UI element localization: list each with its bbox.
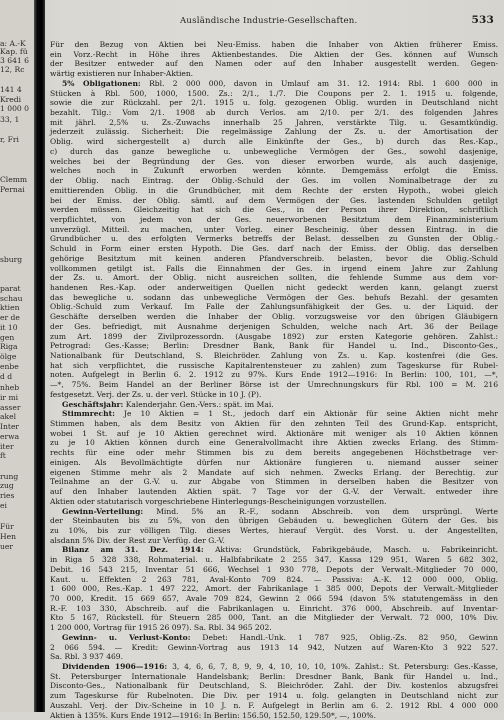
- text-line: Oblig.-Schuld zum Verkauf. Im Falle der Zahlungsunfähigkeit der Ges. u. der Liquid. der: [50, 302, 498, 312]
- margin-fragment: uer: [0, 542, 14, 551]
- text-line: Kto 5 167, Rückstell. für Steuern 285 000, Tant. an die Mitglieder der Verwalt. 72 000, 10% Div.: [50, 613, 498, 623]
- text-line: Dividenden 1906—1916: 3, 4, 6, 6, 7, 8, 9, 9, 4, 10, 10, 10, 10%. Zahlst.: St. Petersburg: Ges.-Kasse,: [62, 662, 499, 671]
- margin-fragment: 12, Rc: [0, 65, 25, 74]
- text-line: vollkommen getilgt ist. Falls die Einnahmen der Ges. in irgend einem Jahre zur Zahlung: [50, 263, 498, 273]
- margin-fragment: ei: [0, 501, 7, 510]
- adjacent-page-margin: [0, 0, 38, 712]
- text-line: Sa. Rbl. 3 937 469.: [50, 652, 123, 662]
- margin-fragment: 141 4: [0, 85, 22, 94]
- text-line: Stücken à Rbl. 500, 1000, 1500. Zs.: 2/1., 1./7. Die Coupons per 2. 1. 1915 u. folgende,: [50, 88, 498, 98]
- text-line: der Zs. u. Amort. der Oblig. nicht ausreichen sollten, die fehlende Summe aus dem vor-: [50, 273, 498, 283]
- margin-fragment: Hen: [0, 532, 17, 541]
- text-line: zum Art. 1899 der Zivilprozessordn. (Ausgabe 1892) zur ersten Kategorie gehören. Zahlst.:: [50, 331, 498, 341]
- margin-fragment: zug: [0, 481, 14, 490]
- text-line: unverzügl. Mitteil. zu machen, unter Vorleg. einer Bescheinig. über dessen Eintrag. in die: [50, 224, 498, 234]
- text-line: 1 600 000, Res.-Kap. 1 497 222, Amort. der Fabrikanlage 1 385 000, Depots der Verwalt.-Mitglieder: [50, 584, 498, 594]
- margin-fragment: Für: [0, 522, 14, 531]
- book-spine-shadow: [34, 0, 45, 712]
- margin-fragment: Riga: [0, 342, 18, 351]
- text-line: c) durch das ganze bewegliche u. unbewegliche Vermögen der Ges., sowohl dasjenige,: [50, 146, 498, 156]
- text-line: 70 000, Kredit. 15 669 657, Avale 709 824, Gewinn 2 066 594 (davon 5% statutengemäss in den: [50, 593, 498, 603]
- margin-fragment: a: A.-K: [0, 39, 26, 48]
- text-line: Stimmrecht: Je 10 Aktien = 1 St., jedoch darf ein Aktionär für seine Aktien nicht mehr: [62, 409, 498, 419]
- text-line: Petrograd: Ges.-Kasse; Berlin: Dresdner Bank, Bank für Handel u. Ind., Disconto-Ges.,: [50, 341, 498, 351]
- page-number: 533: [471, 14, 494, 26]
- text-line: jederzeit zulässig. Sicherheit: Die regelmässige Zahlung der Zs. u. der Amortisation der: [50, 127, 498, 137]
- text-line: mit jährl. 2,5% u. Zs.-Zuwachs innerhalb 25 Jahren, verstärkte Tilg. u. Gesamtkündig.: [50, 117, 498, 127]
- margin-fragment: schau: [0, 294, 23, 303]
- text-line: Geschäfte derselben werden die Inhaber der Oblig. vorzugsweise vor den übrigen Gläubigern: [50, 312, 498, 322]
- text-line: der Oblig. nach Eintrag. der Oblig.-Schuld der Ges. im vollen Nominalbetrage der zu: [50, 176, 498, 186]
- text-line: das bewegliche u. sodann das unbewegliche Vermögen der Ges. behufs Bezahl. der gesamten: [50, 292, 498, 302]
- text-line: wärtig existieren nur Inhaber-Aktien.: [50, 69, 194, 79]
- text-line: bei der Emiss. der Oblig. sämtl. auf dem Vermögen der Ges. lastenden Schulden getilgt: [50, 195, 498, 205]
- text-line: Gewinn-Verteilung: Mind. 5% an R.-F., sodann Abschreib. von dem ursprüngl. Werte: [62, 506, 498, 516]
- text-line: Gewinn- u. Verlust-Konto: Debet: Handl.-Unk. 1 787 925, Oblig.-Zs. 82 950, Gewinn: [62, 632, 498, 642]
- text-line: St. Petersburger Internationale Handelsbank; Berlin: Dresdner Bank, Bank für Handel u. Ind.,: [50, 671, 498, 681]
- margin-fragment: ölge: [0, 352, 17, 361]
- margin-fragment: r, Fri: [0, 135, 19, 144]
- text-line: gehörige Besitztum mit keinen anderen Pfandverschreib. belasten, bevor die Oblig.-Schuld: [50, 253, 498, 263]
- text-line: Stimmen haben, als dem Besitz von Aktien für den zehnten Teil des Grund-Kap. entspricht,: [50, 419, 498, 429]
- text-line: 1 200 000, Vortrag für 1915 26 097). Sa. Rbl. 34 965 202.: [50, 623, 272, 633]
- text-line: welches noch in Zukunft erworben werden könnte. Demgemäss erfolgt die Emiss.: [50, 166, 498, 176]
- text-line: in Riga 5 328 338, Rohmaterial. u. Halbfabrikate 2 255 347, Kassa 129 951, Waren 5 682 302,: [50, 555, 498, 565]
- section-heading: 5% Obligationen:: [62, 78, 141, 88]
- text-line: der Ges. befriedigt, mit Ausnahme derjenigen Schulden, welche nach Art. 36 der Beilage: [50, 321, 498, 331]
- text-line: handenen Res.-Kap. oder anderweitigen Quellen nicht gedeckt werden kann, gelangt zuerst: [50, 282, 498, 292]
- text-line: hat sich verpflichtet, die russische Kapitalrentensteuer zu zahlen) zum Tageskurse für Rubel-: [50, 360, 498, 370]
- text-line: welches bei der Begründung der Ges. von dieser erworben wurde, als auch dasjenige,: [50, 156, 498, 166]
- margin-fragment: Kap. fü: [0, 47, 28, 56]
- text-line: zum Tageskurse für Rubelnoten. Die Div. per 1914 u. folg. gelangten in Deutschland nicht zur: [50, 691, 498, 701]
- text-line: —*, 75%. Beim Handel an der Berliner Börse ist der Umrechnungskurs für Rbl. 100 = M. 216: [50, 380, 498, 390]
- margin-fragment: 3 641 6: [0, 56, 29, 65]
- text-line: der Steinbauten bis zu 5%, von den übrigen Gebäuden u. beweglichen Gütern der Ges. bis: [50, 516, 498, 526]
- section-heading: Gewinn-Verteilung:: [62, 506, 144, 516]
- page-main-column: [50, 0, 499, 720]
- text-line: 5% Obligationen: Rbl. 2 000 000, davon in Umlauf am 31. 12. 1914: Rbl. 1 600 000 in: [62, 78, 499, 88]
- text-line: Aktien à 135%. Kurs Ende 1912—1916: In Berlin: 156.50, 152.50, 129.50*, —, 100%.: [50, 710, 376, 720]
- text-line: verpflichtet, von jedem von der Ges. neuerworbenen Besitztum dem Finanzministerium: [50, 214, 498, 224]
- margin-fragment: ktien: [0, 303, 20, 312]
- margin-fragment: rung: [0, 472, 19, 481]
- text-line: Grundbücher u. des erfolgten Vermerks betreffs der Belast. desselben zu Gunsten der Oblig.-: [50, 234, 498, 244]
- text-line: zu 10%, bis zur völligen Tilg. dieses Wertes, hierauf Vergüt. des Vorst. u. der Angestellten,: [50, 525, 498, 535]
- margin-fragment: erwa: [0, 432, 20, 441]
- margin-fragment: ir mi: [0, 393, 19, 402]
- section-heading: Gewinn- u. Verlust-Konto:: [62, 632, 191, 642]
- margin-fragment: d d: [0, 372, 13, 381]
- text-line: Disconto-Ges., Nationalbank für Deutschland, S. Bleichröder. Zahl. der Div. kostenlos abzugsfrei: [50, 681, 498, 691]
- text-line: Auszahl. Verj. der Div.-Scheine in 10 J. n. F. Aufgelegt in Berlin am 6. 2. 1912 Rbl. 4 000 000: [50, 700, 498, 710]
- margin-fragment: gen: [0, 333, 15, 342]
- text-line: sowie die zur Rückzahl. per 2/1. 1915 u. folg. gezogenen Oblig. wurden in Deutschland nicht: [50, 98, 498, 108]
- margin-fragment: it 10: [0, 323, 18, 332]
- text-line: Schuld in Form einer ersten Hypoth. Die Ges. darf nach der Emiss. der Oblig. das derselben: [50, 244, 498, 254]
- section-heading: Stimmrecht:: [62, 409, 115, 419]
- margin-fragment: iter: [0, 442, 14, 451]
- section-heading: Bilanz am 31. Dez. 1914:: [62, 545, 204, 555]
- text-line: 2 066 594. — Kredit: Gewinn-Vortrag aus 1913 14 942, Nutzen auf Waren-Kto 3 922 527.: [50, 642, 498, 652]
- margin-fragment: akel: [0, 412, 17, 421]
- text-line: Bilanz am 31. Dez. 1914: Aktiva: Grundstück, Fabrikgebäude, Masch. u. Fabrikeinricht.: [62, 545, 499, 555]
- text-line: festgesetzt. Verj. der Zs. u. der verl. Stücke in 10 J. (P).: [50, 389, 262, 399]
- margin-fragment: 1 000 0: [0, 104, 29, 113]
- text-line: der Besitzer entweder auf den Namen oder auf den Inhaber ausgestellt werden. Gegen-: [50, 59, 498, 69]
- margin-fragment: sburg: [0, 255, 23, 264]
- text-line: alsdann 5% Div. der Rest zur Verfüg. der G.-V.: [50, 535, 225, 545]
- margin-fragment: Inter: [0, 422, 20, 431]
- text-line: Nationalbank für Deutschland, S. Bleichröder. Zahlung von Zs. u. Kap. kostenfrei (die Ges.: [50, 351, 498, 360]
- margin-fragment: parat: [0, 284, 21, 293]
- text-line: wobei 1 St. auf je 10 Aktien gerechnet wird. Aktionäre mit weniger als 10 Aktien können: [50, 428, 498, 438]
- text-line: R.-F. 103 330, Abschreib. auf die Fabrikanlagen u. Einricht. 376 000, Abschreib. auf Inventar-: [50, 603, 498, 613]
- text-line: Kaut. u. Effekten 2 263 781, Aval-Konto 709 824. — Passiva: A.-K. 12 000 000, Oblig.: [50, 574, 498, 584]
- text-line: bezahlt. Tilg.: Vom 2/1. 1908 ab durch Verlos. am 2/10. per 2/1. des folgenden Jahres: [50, 108, 498, 118]
- text-line: Teilnahme an der G.-V. u. zur Abgabe von Stimmen in derselben haben die Besitzer von: [50, 477, 498, 487]
- text-line: Aktien oder statutarisch vorgeschriebene Hinterlegungs-Bescheinigungen vorzustellen.: [50, 496, 387, 506]
- margin-fragment: Clemm: [0, 175, 28, 184]
- margin-fragment: Kredi: [0, 95, 22, 104]
- body-text: [50, 40, 498, 720]
- margin-fragment: ft: [0, 451, 6, 460]
- margin-fragment: 33, 1: [0, 115, 20, 124]
- text-line: Geschäftsjahr: Kalenderjahr. Gen.-Vers.: spät. im Mai.: [62, 399, 274, 409]
- text-line: Oblig. wird sichergestellt a) durch alle Einkünfte der Ges., b) durch das Res.-Kap.,: [50, 137, 498, 147]
- section-heading: Dividenden 1906—1916:: [62, 662, 168, 671]
- margin-fragment: enbe: [0, 362, 19, 371]
- text-line: einigen. Als Bevollmächtigte dürfen nur Aktionäre fungieren u. niemand ausser seiner: [50, 457, 498, 467]
- text-line: emittierenden Oblig. in die Grundbücher, mit dem Rechte der ersten Hypoth., wobei gleich: [50, 185, 498, 195]
- running-head: [50, 14, 498, 28]
- margin-fragment: er de: [0, 313, 20, 322]
- text-line: rechts für eine oder mehr Stimmen bis zu dem bereits angegebenen Höchstbetrage ver-: [50, 448, 498, 458]
- text-line: noten. Aufgelegt in Berlin 6. 2. 1912 zu 97%. Kurs Ende 1912—1916: In Berlin: 100, 101, —*,: [50, 370, 498, 380]
- text-line: Debit. 16 543 215, Inventar 51 666, Wechsel 1 930 778, Depots der Verwalt.-Mitglieder 70 000,: [50, 564, 498, 574]
- running-title: Ausländische Industrie-Gesellschaften.: [180, 16, 358, 26]
- margin-fragment: ries: [0, 491, 15, 500]
- text-line: werden müssen. Gleichzeitig hat sich die Ges., in der Person ihrer Direktion, schriftlich: [50, 205, 498, 215]
- margin-fragment: Pernai: [0, 185, 25, 194]
- text-line: ein Vorz.-Recht in Höhe ihres Aktienbestandes. Die Aktien der Ges. können auf Wunsch: [50, 49, 498, 59]
- margin-fragment: asser: [0, 403, 21, 412]
- section-heading: Geschäftsjahr:: [62, 399, 124, 409]
- text-line: zu je 10 Aktien können durch eine Generalvollmacht ihre Aktien zwecks Erlang. des Stimm-: [50, 438, 498, 448]
- text-line: eigenen Stimme mehr als 2 Mandate auf sich nehmen. Zwecks Erlang. der Berechtig. zur: [50, 467, 498, 477]
- text-line: auf den Inhaber lautenden Aktien spät. 7 Tage vor der G.-V. der Verwalt. entweder ihre: [50, 487, 498, 497]
- text-line: Für den Bezug von Aktien bei Neu-Emiss. haben die Inhaber von Aktien früherer Emiss.: [50, 40, 498, 49]
- margin-fragment: nheb: [0, 383, 20, 392]
